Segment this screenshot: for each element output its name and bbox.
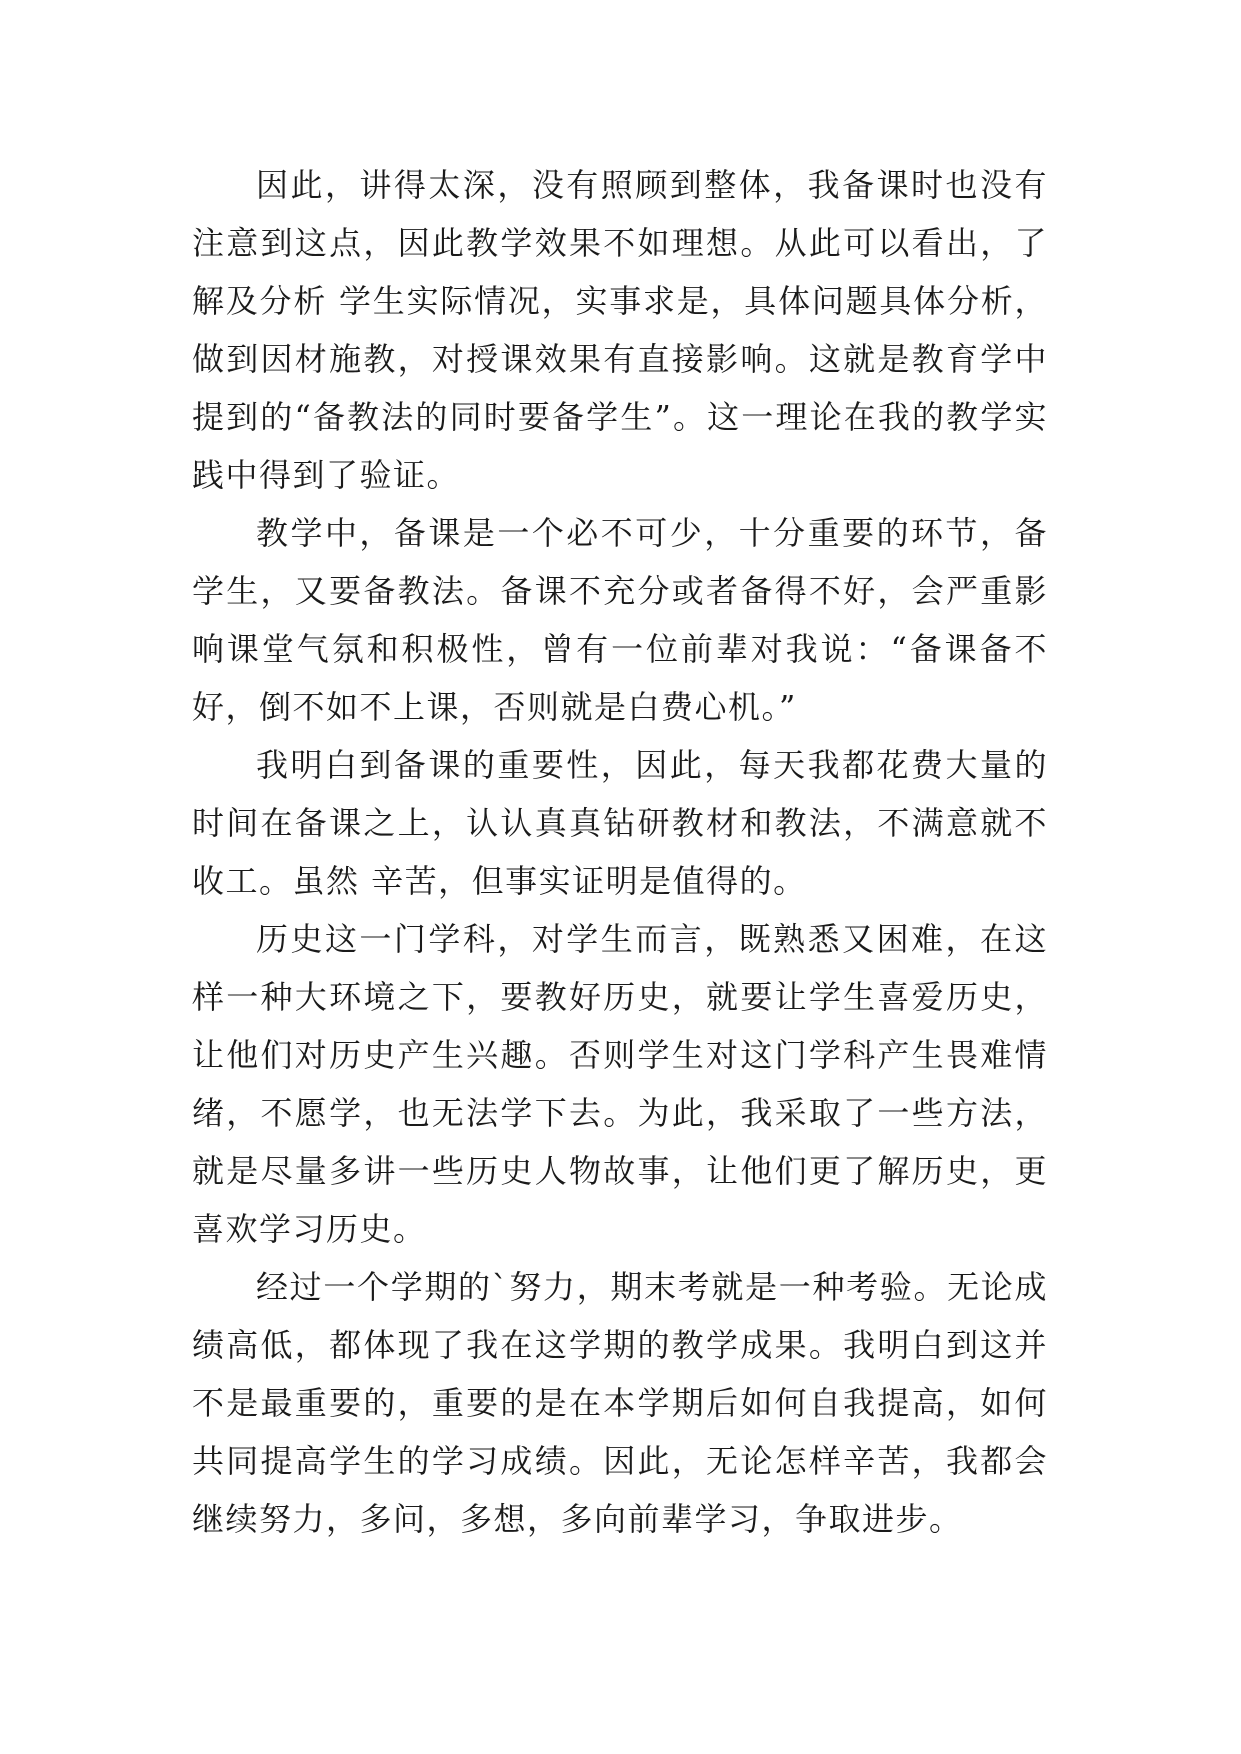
paragraph-2: 教学中，备课是一个必不可少，十分重要的环节，备学生，又要备教法。备课不充分或者备得不好，会严重影响课堂气氛和积极性，曾有一位前辈对我说：“备课备不好，倒不如不上课，否则就是白费心机。” — [192, 514, 1048, 726]
paragraph-3: 我明白到备课的重要性，因此，每天我都花费大量的时间在备课之上，认认真真钻研教材和教法，不满意就不收工。虽然 辛苦，但事实证明是值得的。 — [192, 746, 1048, 900]
paragraph-1: 因此，讲得太深，没有照顾到整体，我备课时也没有注意到这点，因此教学效果不如理想。从此可以看出，了解及分析 学生实际情况，实事求是，具体问题具体分析，做到因材施教，对授课效果有直接影响。这就是教育学中提到的“备教法的同时要备学生”。这一理论在我的教学实践中得到了验证。 — [192, 166, 1048, 494]
document-body — [192, 156, 1048, 1548]
paragraph-5: 经过一个学期的`努力，期末考就是一种考验。无论成绩高低，都体现了我在这学期的教学成果。我明白到这并不是最重要的，重要的是在本学期后如何自我提高，如何共同提高学生的学习成绩。因此，无论怎样辛苦，我都会继续努力，多问，多想，多向前辈学习，争取进步。 — [192, 1268, 1048, 1538]
paragraph-4: 历史这一门学科，对学生而言，既熟悉又困难，在这样一种大环境之下，要教好历史，就要让学生喜爱历史，让他们对历史产生兴趣。否则学生对这门学科产生畏难情绪，不愿学，也无法学下去。为此，我采取了一些方法，就是尽量多讲一些历史人物故事，让他们更了解历史，更喜欢学习历史。 — [192, 920, 1048, 1248]
